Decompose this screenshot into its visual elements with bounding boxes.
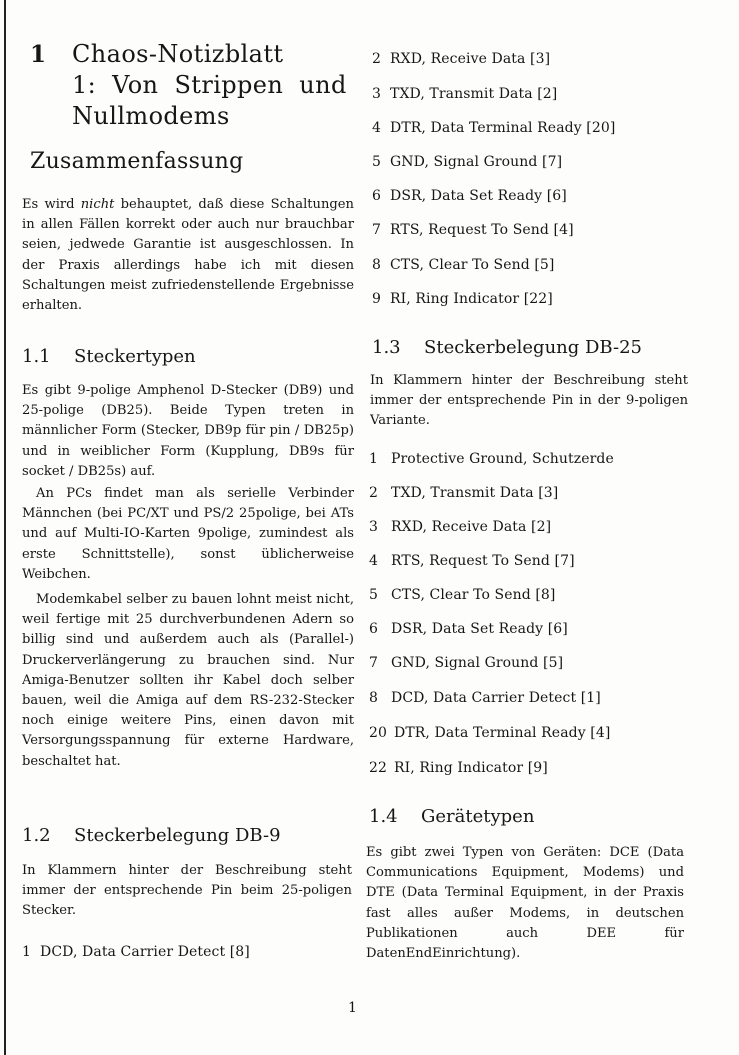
- db9-pin-item: [372, 188, 567, 204]
- summary-heading: Zusammenfassung: [30, 149, 244, 174]
- pin-number: 6: [369, 621, 379, 637]
- document-title-line-1: Chaos-Notizblatt: [72, 40, 284, 68]
- db9-pin-item: [372, 51, 550, 67]
- db25-pin-item: [369, 587, 555, 603]
- pin-number: 3: [369, 519, 379, 535]
- section-1-2-title: Steckerbelegung DB-9: [74, 825, 281, 846]
- pin-description: DTR, Data Terminal Ready [4]: [394, 725, 611, 741]
- pin-description: TXD, Transmit Data [2]: [390, 86, 558, 102]
- section-1-4-heading: [369, 806, 534, 827]
- section-1-1-heading: [22, 346, 196, 367]
- db25-pin-item: [369, 519, 551, 535]
- pin-number: 4: [372, 120, 382, 136]
- pin-description: RI, Ring Indicator [22]: [390, 291, 553, 307]
- db25-pin-item: [369, 485, 558, 501]
- section-1-2-heading: [22, 825, 281, 846]
- section-1-3-heading: [372, 337, 642, 358]
- pin-number: 8: [372, 257, 382, 273]
- pin-description: CTS, Clear To Send [5]: [390, 257, 555, 273]
- section-1-1-number: 1.1: [22, 346, 51, 367]
- pin-number: 6: [372, 188, 382, 204]
- db9-intro-paragraph: In Klammern hinter der Beschreibung steht immer der entsprechende Pin beim 25-poligen Stecker.: [22, 863, 352, 919]
- emphasis-word: nicht: [80, 197, 115, 212]
- db9-pin-item: [372, 291, 553, 307]
- steckertypen-paragraph-3: Modemkabel selber zu bauen lohnt meist nicht, weil fertige mit 25 durchverbundenen Adern so billig sind und außerdem auch als (Parallel-) Druckerverlängerung zu brauchen sind. Nur Amiga-Benutzer sollten ihr Kabel doch selber bauen, weil die Amiga auf dem RS-232-Stecker noch einige weitere Pins, einen davon mit Versorgungsspannung für externe Hardware, beschaltet hat.: [22, 592, 354, 769]
- pin-number: 2: [369, 485, 379, 501]
- section-1-4-number: 1.4: [369, 806, 398, 827]
- db25-pin-item: [369, 621, 568, 637]
- pin-description: TXD, Transmit Data [3]: [391, 485, 559, 501]
- db25-pin-item: [369, 655, 563, 671]
- pin-description: RTS, Request To Send [7]: [391, 553, 575, 569]
- pin-description: GND, Signal Ground [7]: [390, 154, 563, 170]
- pin-number: 2: [372, 51, 382, 67]
- pin-number: 4: [369, 553, 379, 569]
- db9-pin-item: [372, 120, 615, 136]
- section-number: 1: [30, 41, 47, 68]
- pin-description: DTR, Data Terminal Ready [20]: [390, 120, 616, 136]
- pin-number: 7: [372, 222, 382, 238]
- steckertypen-paragraph-2: An PCs findet man als serielle Verbinder Männchen (bei PC/XT und PS/2 25polige, bei ATs und auf Multi-IO-Karten 9polige, zumindest als erste Schnittstelle), sonst üblicherweise Weibchen.: [22, 486, 354, 582]
- summary-paragraph: Es wird nicht behauptet, daß diese Schaltungen in allen Fällen korrekt oder auch nur brauchbar seien, jedwede Garantie ist ausgeschlossen. In der Praxis allerdings habe ich mit diesen Schaltungen meist zufriedenstellende Ergebnisse erhalten.: [22, 197, 354, 314]
- pin-number: 20: [369, 725, 388, 741]
- db9-pin-item: [372, 86, 557, 102]
- pin-description: RXD, Receive Data [3]: [390, 51, 551, 67]
- section-1-1-title: Steckertypen: [74, 346, 196, 367]
- pin-description: DCD, Data Carrier Detect [8]: [40, 944, 250, 960]
- document-title-line-3: Nullmodems: [72, 102, 230, 130]
- db25-intro-paragraph: In Klammern hinter der Beschreibung steht immer der entsprechende Pin in der 9-poligen Variante.: [370, 373, 688, 429]
- pin-description: RTS, Request To Send [4]: [390, 222, 574, 238]
- steckertypen-paragraph-1: Es gibt 9-polige Amphenol D-Stecker (DB9) und 25-polige (DB25). Beide Typen treten in männlicher Form (Stecker, DB9p für pin / DB25p) und in weiblicher Form (Kupplung, DB9s für socket / DB25s) auf.: [22, 383, 354, 479]
- section-1-3-number: 1.3: [372, 337, 401, 358]
- scan-edge-line: [4, 0, 6, 1055]
- db9-pin-item: [372, 154, 562, 170]
- pin-number: 5: [372, 154, 382, 170]
- pin-number: 7: [369, 655, 379, 671]
- db25-pin-item: [369, 760, 548, 776]
- db25-pin-item: [369, 553, 575, 569]
- pin-description: DSR, Data Set Ready [6]: [390, 188, 567, 204]
- section-1-4-title: Gerätetypen: [421, 806, 535, 827]
- db9-pin-item: [372, 222, 574, 238]
- pin-description: DSR, Data Set Ready [6]: [391, 621, 568, 637]
- pin-number: 8: [369, 690, 379, 706]
- geraetetypen-paragraph: Es gibt zwei Typen von Geräten: DCE (Data Communications Equipment, Modems) und DTE (Data Terminal Equipment, in der Praxis fast alles außer Modems, in deutschen Publikationen auch DEE für DatenEndEinrichtung).: [366, 845, 684, 962]
- page-number: 1: [348, 1000, 357, 1016]
- document-title-line-2: 1: Von Strippen und: [72, 71, 347, 99]
- pin-number: 3: [372, 86, 382, 102]
- pin-number: 5: [369, 587, 379, 603]
- db9-pin-item: [372, 257, 554, 273]
- db25-pin-item: [369, 451, 614, 467]
- pin-description: DCD, Data Carrier Detect [1]: [391, 690, 601, 706]
- db25-pin-item: [369, 725, 610, 741]
- db9-pin-item: [22, 944, 250, 960]
- pin-number: 22: [369, 760, 388, 776]
- pin-number: 1: [369, 451, 379, 467]
- pin-description: Protective Ground, Schutzerde: [391, 451, 614, 467]
- section-1-3-title: Steckerbelegung DB-25: [424, 337, 642, 358]
- db25-pin-item: [369, 690, 601, 706]
- pin-description: GND, Signal Ground [5]: [391, 655, 564, 671]
- pin-number: 9: [372, 291, 382, 307]
- pin-description: RI, Ring Indicator [9]: [394, 760, 548, 776]
- pin-number: 1: [22, 944, 32, 960]
- pin-description: CTS, Clear To Send [8]: [391, 587, 556, 603]
- pin-description: RXD, Receive Data [2]: [391, 519, 552, 535]
- section-1-2-number: 1.2: [22, 825, 51, 846]
